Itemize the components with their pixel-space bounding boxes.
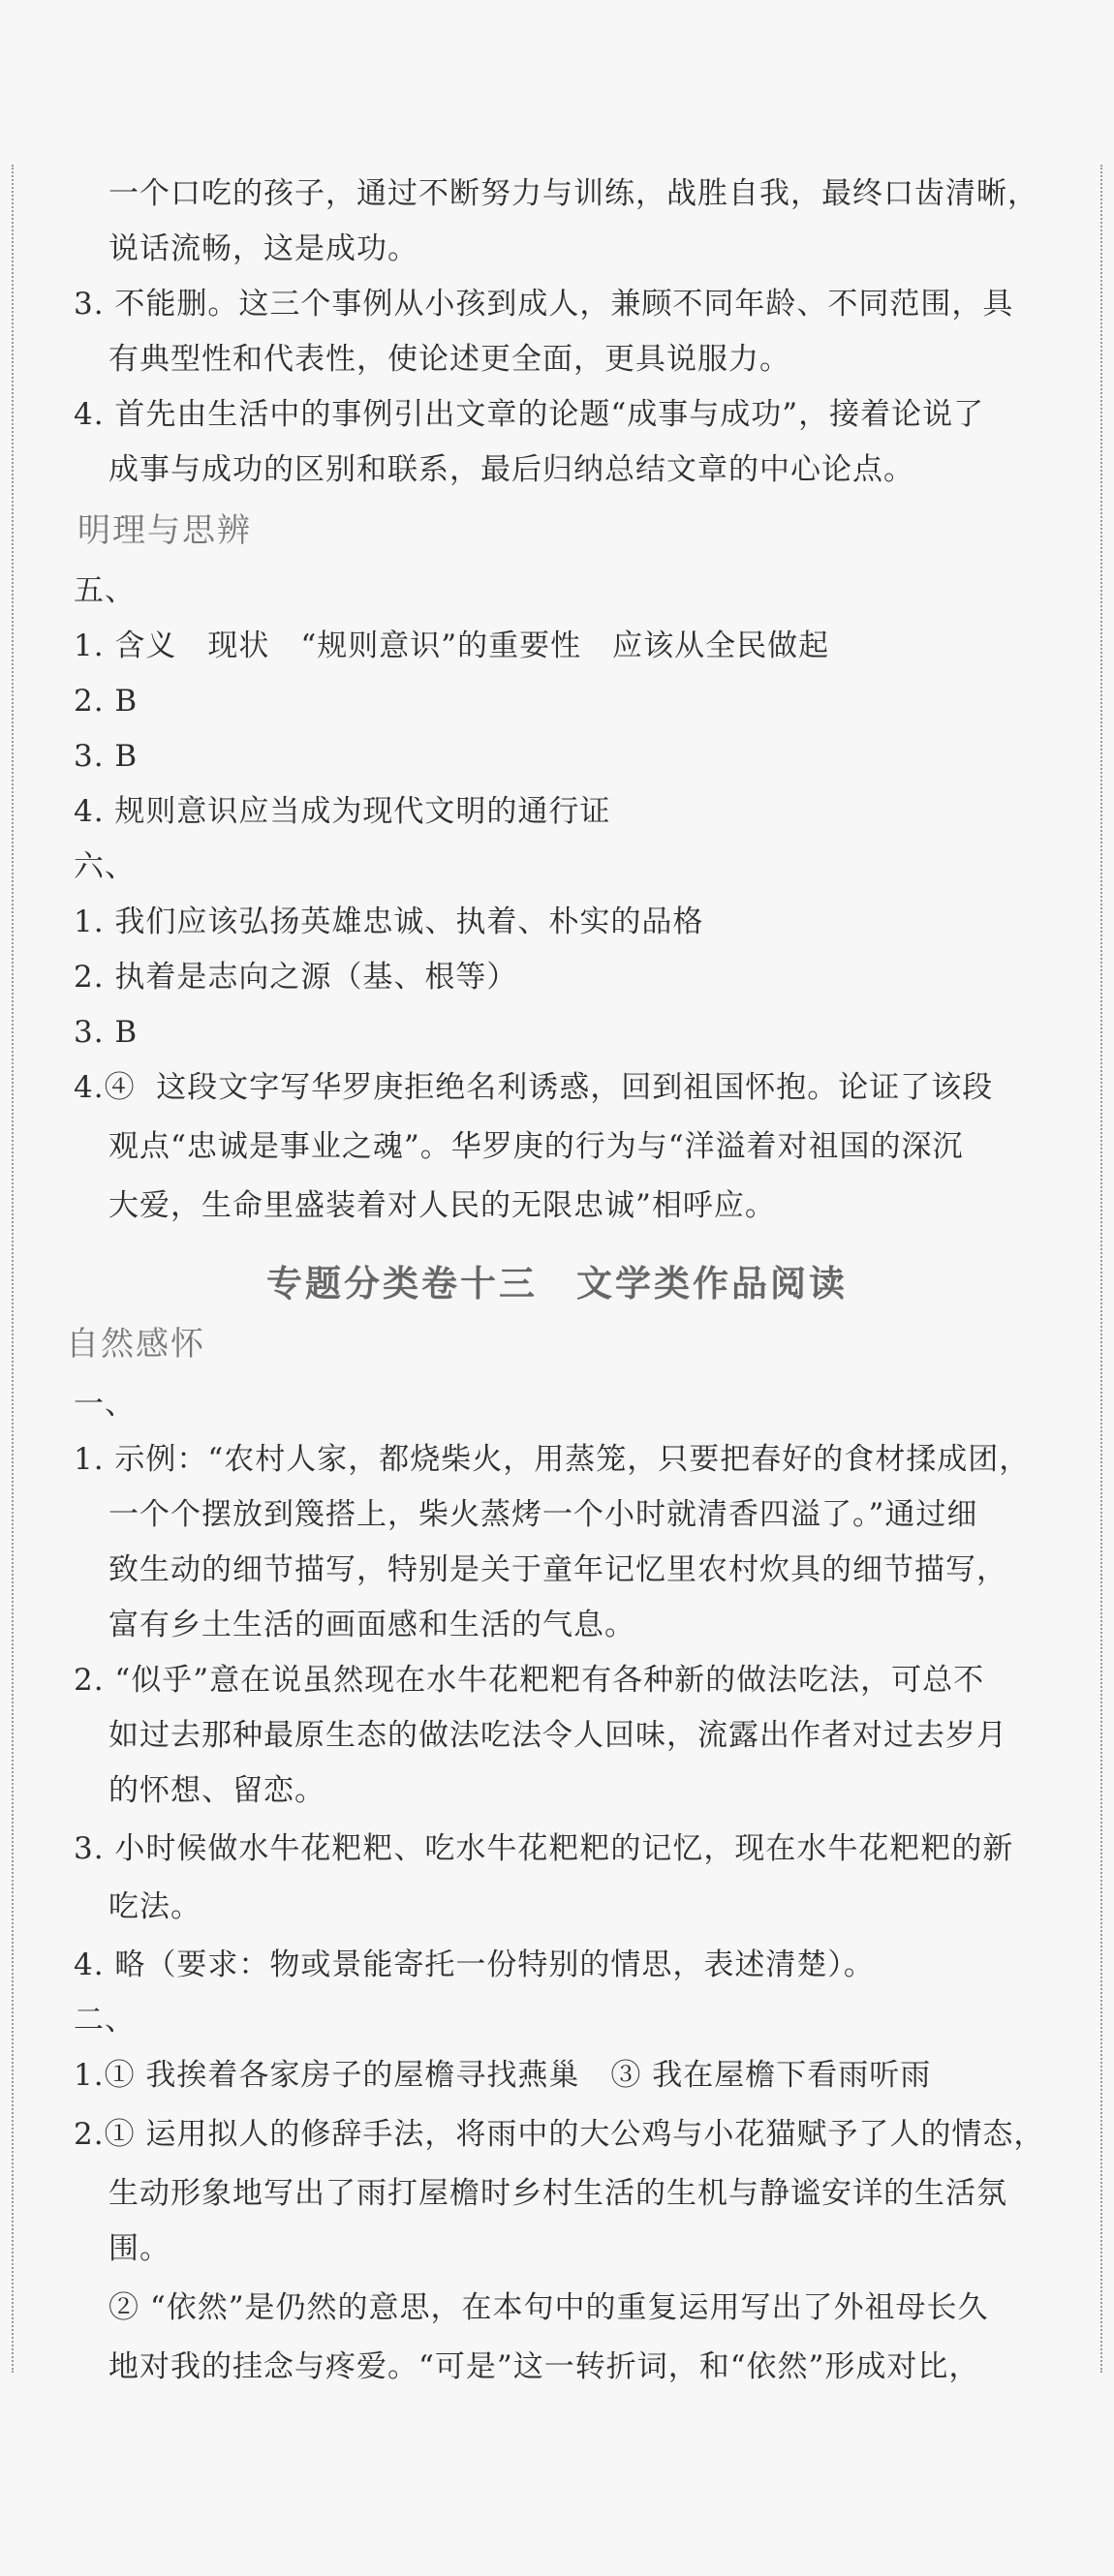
text-line: 4.④ 这段文字写华罗庚拒绝名利诱惑，回到祖国怀抱。论证了该段 xyxy=(74,1070,994,1105)
text-line: 观点“忠诚是事业之魂”。华罗庚的行为与“洋溢着对祖国的深沉 xyxy=(108,1129,964,1164)
text-line: 二、 xyxy=(74,2003,136,2038)
text-line: 成事与成功的区别和联系，最后归纳总结文章的中心论点。 xyxy=(108,452,914,487)
text-line: 六、 xyxy=(74,849,136,884)
text-line: 1. 含义 现状 “规则意识”的重要性 应该从全民做起 xyxy=(74,629,830,663)
text-line: 2.① 运用拟人的修辞手法，将雨中的大公鸡与小花猫赋予了人的情态， xyxy=(74,2117,1045,2152)
text-line: 4. 略（要求：物或景能寄托一份特别的情思，表述清楚）。 xyxy=(74,1947,875,1982)
text-line: 说话流畅，这是成功。 xyxy=(108,231,418,266)
text-line: 2. B xyxy=(74,684,139,719)
text-line: 4. 规则意识应当成为现代文明的通行证 xyxy=(74,794,611,829)
text-line: 五、 xyxy=(74,573,136,608)
text-line: 3. 小时候做水牛花粑粑、吃水牛花粑粑的记忆，现在水牛花粑粑的新 xyxy=(74,1831,1014,1866)
text-line: 地对我的挂念与疼爱。“可是”这一转折词，和“依然”形成对比， xyxy=(108,2349,980,2384)
text-line: 1.① 我挨着各家房子的屋檐寻找燕巢 ③ 我在屋檐下看雨听雨 xyxy=(74,2058,932,2093)
text-line: 致生动的细节描写，特别是关于童年记忆里农村炊具的细节描写， xyxy=(108,1552,1007,1587)
text-line: 如过去那种最原生态的做法吃法令人回味，流露出作者对过去岁月 xyxy=(108,1718,1007,1753)
section-heading: 明理与思辨 xyxy=(77,511,252,550)
text-line: 大爱，生命里盛装着对人民的无限忠诚”相呼应。 xyxy=(108,1188,776,1223)
chapter-title: 专题分类卷十三 文学类作品阅读 xyxy=(266,1263,848,1304)
text-line: 3. B xyxy=(74,739,139,774)
text-line: 吃法。 xyxy=(108,1889,201,1924)
text-line: 围。 xyxy=(108,2231,170,2266)
text-line: 一个个摆放到篾搭上，柴火蒸烤一个小时就清香四溢了。”通过细 xyxy=(108,1497,978,1532)
text-line: 1. 我们应该弘扬英雄忠诚、执着、朴实的品格 xyxy=(74,905,704,939)
text-line: 4. 首先由生活中的事例引出文章的论题“成事与成功”，接着论说了 xyxy=(74,397,985,432)
text-line: 的怀想、留恋。 xyxy=(108,1773,325,1808)
section-heading: 自然感怀 xyxy=(66,1325,205,1364)
text-line: 3. 不能删。这三个事例从小孩到成人，兼顾不同年龄、不同范围，具 xyxy=(74,287,1014,322)
text-line: 生动形象地写出了雨打屋檐时乡村生活的生机与静谧安详的生活氛 xyxy=(108,2176,1007,2211)
text-line: 2. 执着是志向之源（基、根等） xyxy=(74,960,518,995)
text-line: 1. 示例：“农村人家，都烧柴火，用蒸笼，只要把春好的食材揉成团， xyxy=(74,1442,1031,1477)
text-line: 2. “似乎”意在说虽然现在水牛花粑粑有各种新的做法吃法，可总不 xyxy=(74,1663,985,1698)
text-line: 富有乡土生活的画面感和生活的气息。 xyxy=(108,1608,635,1642)
text-line: 一、 xyxy=(74,1387,136,1422)
text-line: 有典型性和代表性，使论述更全面，更具说服力。 xyxy=(108,342,790,377)
text-line: 3. B xyxy=(74,1015,139,1050)
text-line: 一个口吃的孩子，通过不断努力与训练，战胜自我，最终口齿清晰， xyxy=(108,176,1038,211)
text-line: ② “依然”是仍然的意思，在本句中的重复运用写出了外祖母长久 xyxy=(108,2290,989,2325)
